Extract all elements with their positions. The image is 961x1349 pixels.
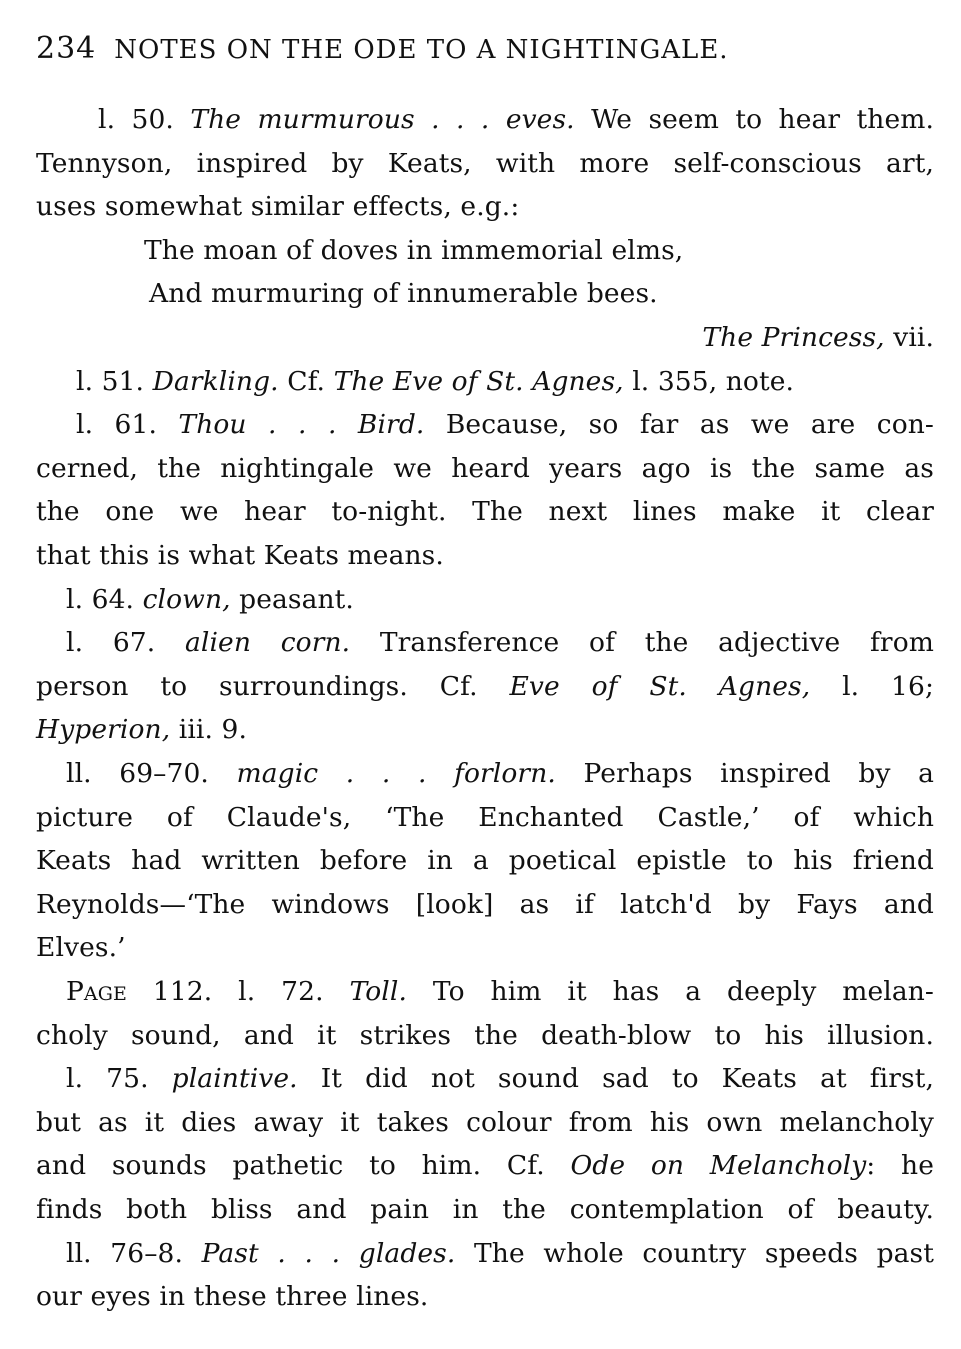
text-line (36, 931, 934, 965)
text-segment: Elves.’ (36, 932, 126, 964)
text-segment: The whole country speeds past (455, 1237, 934, 1269)
text-segment: Reynolds—‘The windows [look] as if latch'd by Fays and (36, 888, 934, 920)
text-segment: vii. (884, 322, 934, 353)
text-line (36, 1062, 934, 1096)
text-line (36, 670, 934, 704)
text-segment: l. 51. (76, 365, 153, 397)
italic-reference: Thou . . . Bird. (178, 409, 425, 441)
text-segment: And murmuring of innumerable bees. (149, 278, 658, 310)
text-segment: l. 67. (66, 627, 185, 659)
text-segment: choly sound, and it strikes the death-blow to his illusion. (36, 1019, 934, 1051)
text-line (36, 277, 934, 311)
text-line (36, 1149, 934, 1183)
text-line (36, 1193, 934, 1227)
text-segment: 112. l. 72. (127, 976, 350, 1007)
text-line (36, 626, 934, 660)
text-line (36, 234, 934, 268)
italic-reference: Eve of St. Agnes, (509, 670, 811, 702)
text-line (36, 103, 934, 137)
text-segment: cerned, the nightingale we heard years ago is the same as (36, 452, 934, 484)
italic-reference: Past . . . glades. (201, 1237, 456, 1269)
text-line (36, 1280, 934, 1314)
text-segment: and sounds pathetic to him. Cf. (36, 1150, 571, 1182)
text-line (36, 844, 934, 878)
text-line (36, 495, 934, 529)
italic-reference: clown, (142, 583, 231, 615)
text-segment: finds both bliss and pain in the contemplation of beauty. (36, 1194, 934, 1225)
italic-reference: magic . . . forlorn. (236, 758, 556, 789)
text-segment: uses somewhat similar effects, e.g.: (36, 191, 520, 223)
italic-reference: The Eve of St. Agnes, (333, 365, 624, 397)
text-segment: l. 75. (66, 1063, 172, 1095)
text-line (36, 321, 934, 355)
text-segment: l. 61. (76, 409, 179, 441)
text-line (36, 888, 934, 922)
running-title: NOTES ON THE ODE TO A NIGHTINGALE. (114, 35, 729, 65)
italic-reference: The murmurous . . . eves. (190, 104, 575, 135)
text-segment: The moan of doves in immemorial elms, (144, 234, 684, 266)
text-segment: iii. 9. (170, 714, 247, 746)
text-segment: peasant. (230, 583, 354, 615)
text-line (36, 539, 934, 573)
text-line (36, 801, 934, 835)
italic-reference: Hyperion, (36, 714, 171, 746)
text-line (36, 713, 934, 747)
text-segment: the one we hear to-night. The next lines make it clear (36, 496, 934, 528)
text-segment: ll. 69–70. (66, 758, 237, 789)
page-number: 234 (36, 31, 97, 66)
text-segment: Because, so far as we are con- (424, 409, 934, 441)
text-segment: We seem to hear them. (574, 104, 934, 135)
text-line (36, 408, 934, 442)
text-line (36, 1106, 934, 1140)
text-segment: l. 355, note. (623, 365, 795, 397)
text-segment: Cf. (278, 365, 334, 397)
italic-reference: Ode on Melancholy (570, 1150, 867, 1182)
text-line (36, 190, 934, 224)
italic-reference: The Princess, (702, 322, 885, 353)
text-line (36, 583, 934, 617)
text-line (36, 975, 934, 1009)
text-segment: our eyes in these three lines. (36, 1281, 429, 1313)
text-segment: l. 64. (66, 583, 143, 615)
text-segment: l. 16; (810, 670, 934, 702)
text-line (36, 1237, 934, 1271)
text-line (36, 452, 934, 486)
text-segment: l. 50. (98, 104, 191, 135)
text-line (36, 757, 934, 791)
text-segment: that this is what Keats means. (36, 540, 444, 571)
text-segment: ll. 76–8. (66, 1237, 202, 1269)
text-segment: Keats had written before in a poetical epistle to his friend (36, 845, 934, 877)
text-segment: but as it dies away it takes colour from his own melancholy (36, 1106, 934, 1138)
italic-reference: plaintive. (171, 1063, 298, 1095)
text-segment: Tennyson, inspired by Keats, with more self-conscious art, (36, 147, 934, 179)
text-line (36, 147, 934, 181)
text-line (36, 1019, 934, 1053)
text-segment: It did not sound sad to Keats at first, (297, 1063, 934, 1095)
italic-reference: Darkling. (152, 365, 279, 397)
text-segment: Page (66, 976, 127, 1007)
text-line (36, 365, 934, 399)
text-segment: To him it has a deeply melan- (406, 976, 934, 1007)
text-segment: : he (866, 1150, 934, 1182)
text-segment: Perhaps inspired by a (555, 758, 934, 789)
text-segment: picture of Claude's, ‘The Enchanted Castle,’ of which (36, 801, 934, 833)
italic-reference: alien corn. (184, 627, 351, 659)
text-segment: Transference of the adjective from (350, 627, 934, 659)
text-segment: person to surroundings. Cf. (36, 670, 510, 702)
running-header (36, 32, 934, 67)
italic-reference: Toll. (349, 976, 407, 1007)
